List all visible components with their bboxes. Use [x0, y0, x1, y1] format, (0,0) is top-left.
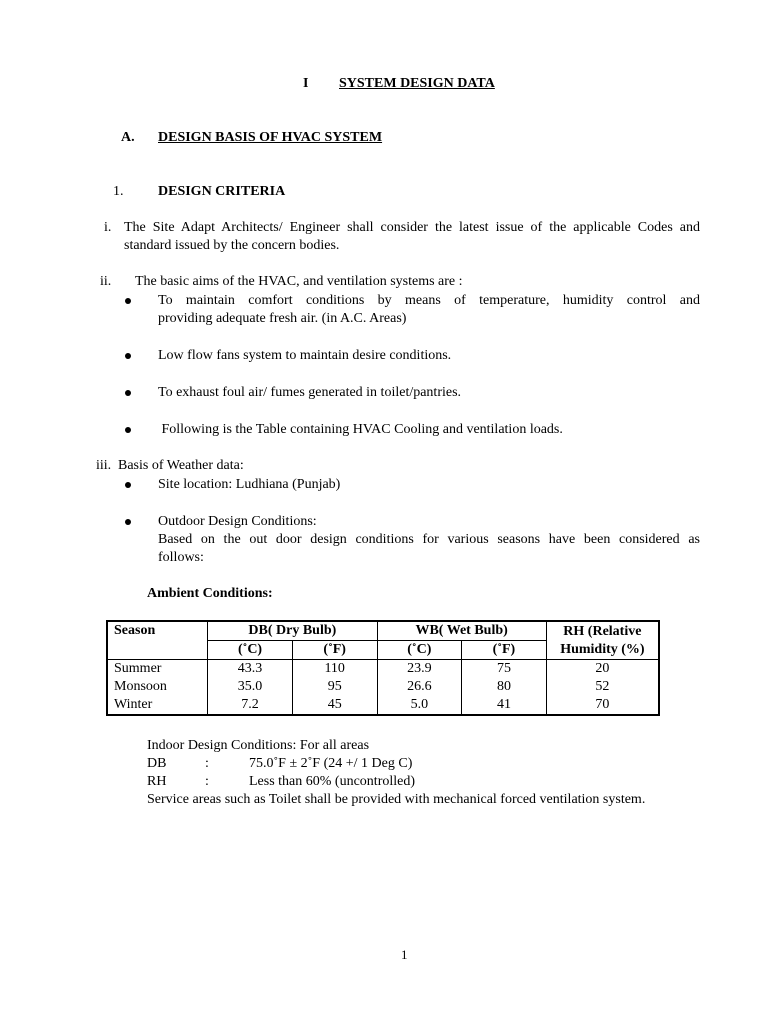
table-header-row [107, 621, 659, 641]
page-number: 1 [401, 947, 408, 962]
cell-wb-f: 75 [462, 660, 547, 679]
cell-rh: 70 [546, 696, 659, 715]
section-1-title: DESIGN CRITERIA [158, 184, 286, 199]
item-ii-bullet1-line2: providing adequate fresh air. (in A.C. Areas) [158, 311, 407, 326]
header-db: DB( Dry Bulb) [208, 621, 377, 641]
indoor-db-label: DB [147, 756, 167, 771]
unit-db-f: (˚F) [292, 641, 377, 660]
section-1-label: 1. [113, 184, 124, 199]
table-row [107, 696, 659, 715]
item-ii-bullet4: Following is the Table containing HVAC Cooling and ventilation loads. [158, 422, 563, 437]
indoor-rh-colon: : [205, 774, 209, 789]
indoor-title: Indoor Design Conditions: For all areas [147, 738, 370, 753]
item-ii-label: ii. [100, 274, 112, 289]
unit-db-c: (˚C) [208, 641, 293, 660]
item-iii-bullet1: Site location: Ludhiana (Punjab) [158, 477, 341, 492]
ambient-conditions-table [106, 620, 660, 716]
cell-wb-f: 80 [462, 678, 547, 696]
section-a-title: DESIGN BASIS OF HVAC SYSTEM [158, 130, 383, 145]
cell-rh: 20 [546, 660, 659, 679]
indoor-rh-value: Less than 60% (uncontrolled) [249, 774, 416, 789]
header-season: Season [107, 621, 208, 660]
item-iii-bullet2-title: Outdoor Design Conditions: [158, 514, 317, 529]
table-row [107, 660, 659, 679]
cell-wb-c: 23.9 [377, 660, 462, 679]
cell-db-f: 95 [292, 678, 377, 696]
bullet-icon [125, 519, 131, 525]
bullet-icon [125, 390, 131, 396]
indoor-db-value: 75.0˚F ± 2˚F (24 +/ 1 Deg C) [249, 756, 413, 771]
header-rh-line2: Humidity (%) [560, 641, 645, 657]
item-iii-bullet2-line1: Based on the out door design conditions for various seasons have been considered as [158, 532, 700, 547]
cell-wb-f: 41 [462, 696, 547, 715]
item-i-label: i. [104, 220, 112, 235]
item-ii-bullet3: To exhaust foul air/ fumes generated in toilet/pantries. [158, 385, 462, 400]
ambient-title: Ambient Conditions: [147, 586, 273, 601]
indoor-service-note: Service areas such as Toilet shall be provided with mechanical forced ventilation system. [147, 792, 646, 807]
item-ii-intro: The basic aims of the HVAC, and ventilation systems are : [135, 274, 463, 289]
header-rh-line1: RH (Relative [563, 623, 642, 639]
table-row [107, 678, 659, 696]
unit-wb-f: (˚F) [462, 641, 547, 660]
indoor-db-colon: : [205, 756, 209, 771]
cell-season: Winter [107, 696, 208, 715]
item-i-line2: standard issued by the concern bodies. [124, 238, 340, 253]
unit-wb-c: (˚C) [377, 641, 462, 660]
cell-season: Monsoon [107, 678, 208, 696]
bullet-icon [125, 427, 131, 433]
item-iii-bullet2-line2: follows: [158, 550, 204, 565]
cell-db-f: 110 [292, 660, 377, 679]
cell-db-c: 35.0 [208, 678, 293, 696]
cell-season: Summer [107, 660, 208, 679]
bullet-icon [125, 298, 131, 304]
item-iii-intro: Basis of Weather data: [118, 458, 244, 473]
section-number: I [303, 76, 309, 91]
cell-db-f: 45 [292, 696, 377, 715]
cell-wb-c: 26.6 [377, 678, 462, 696]
item-i-line1: The Site Adapt Architects/ Engineer shall consider the latest issue of the applicable Codes and [124, 220, 700, 235]
cell-rh: 52 [546, 678, 659, 696]
page-title: SYSTEM DESIGN DATA [339, 76, 495, 91]
bullet-icon [125, 353, 131, 359]
header-rh [546, 621, 659, 660]
item-iii-label: iii. [96, 458, 112, 473]
bullet-icon [125, 482, 131, 488]
cell-db-c: 43.3 [208, 660, 293, 679]
cell-wb-c: 5.0 [377, 696, 462, 715]
item-ii-bullet2: Low flow fans system to maintain desire conditions. [158, 348, 452, 363]
item-ii-bullet1-line1: To maintain comfort conditions by means of temperature, humidity control and [158, 293, 700, 308]
section-a-label: A. [121, 130, 135, 145]
header-wb: WB( Wet Bulb) [377, 621, 546, 641]
cell-db-c: 7.2 [208, 696, 293, 715]
indoor-rh-label: RH [147, 774, 167, 789]
